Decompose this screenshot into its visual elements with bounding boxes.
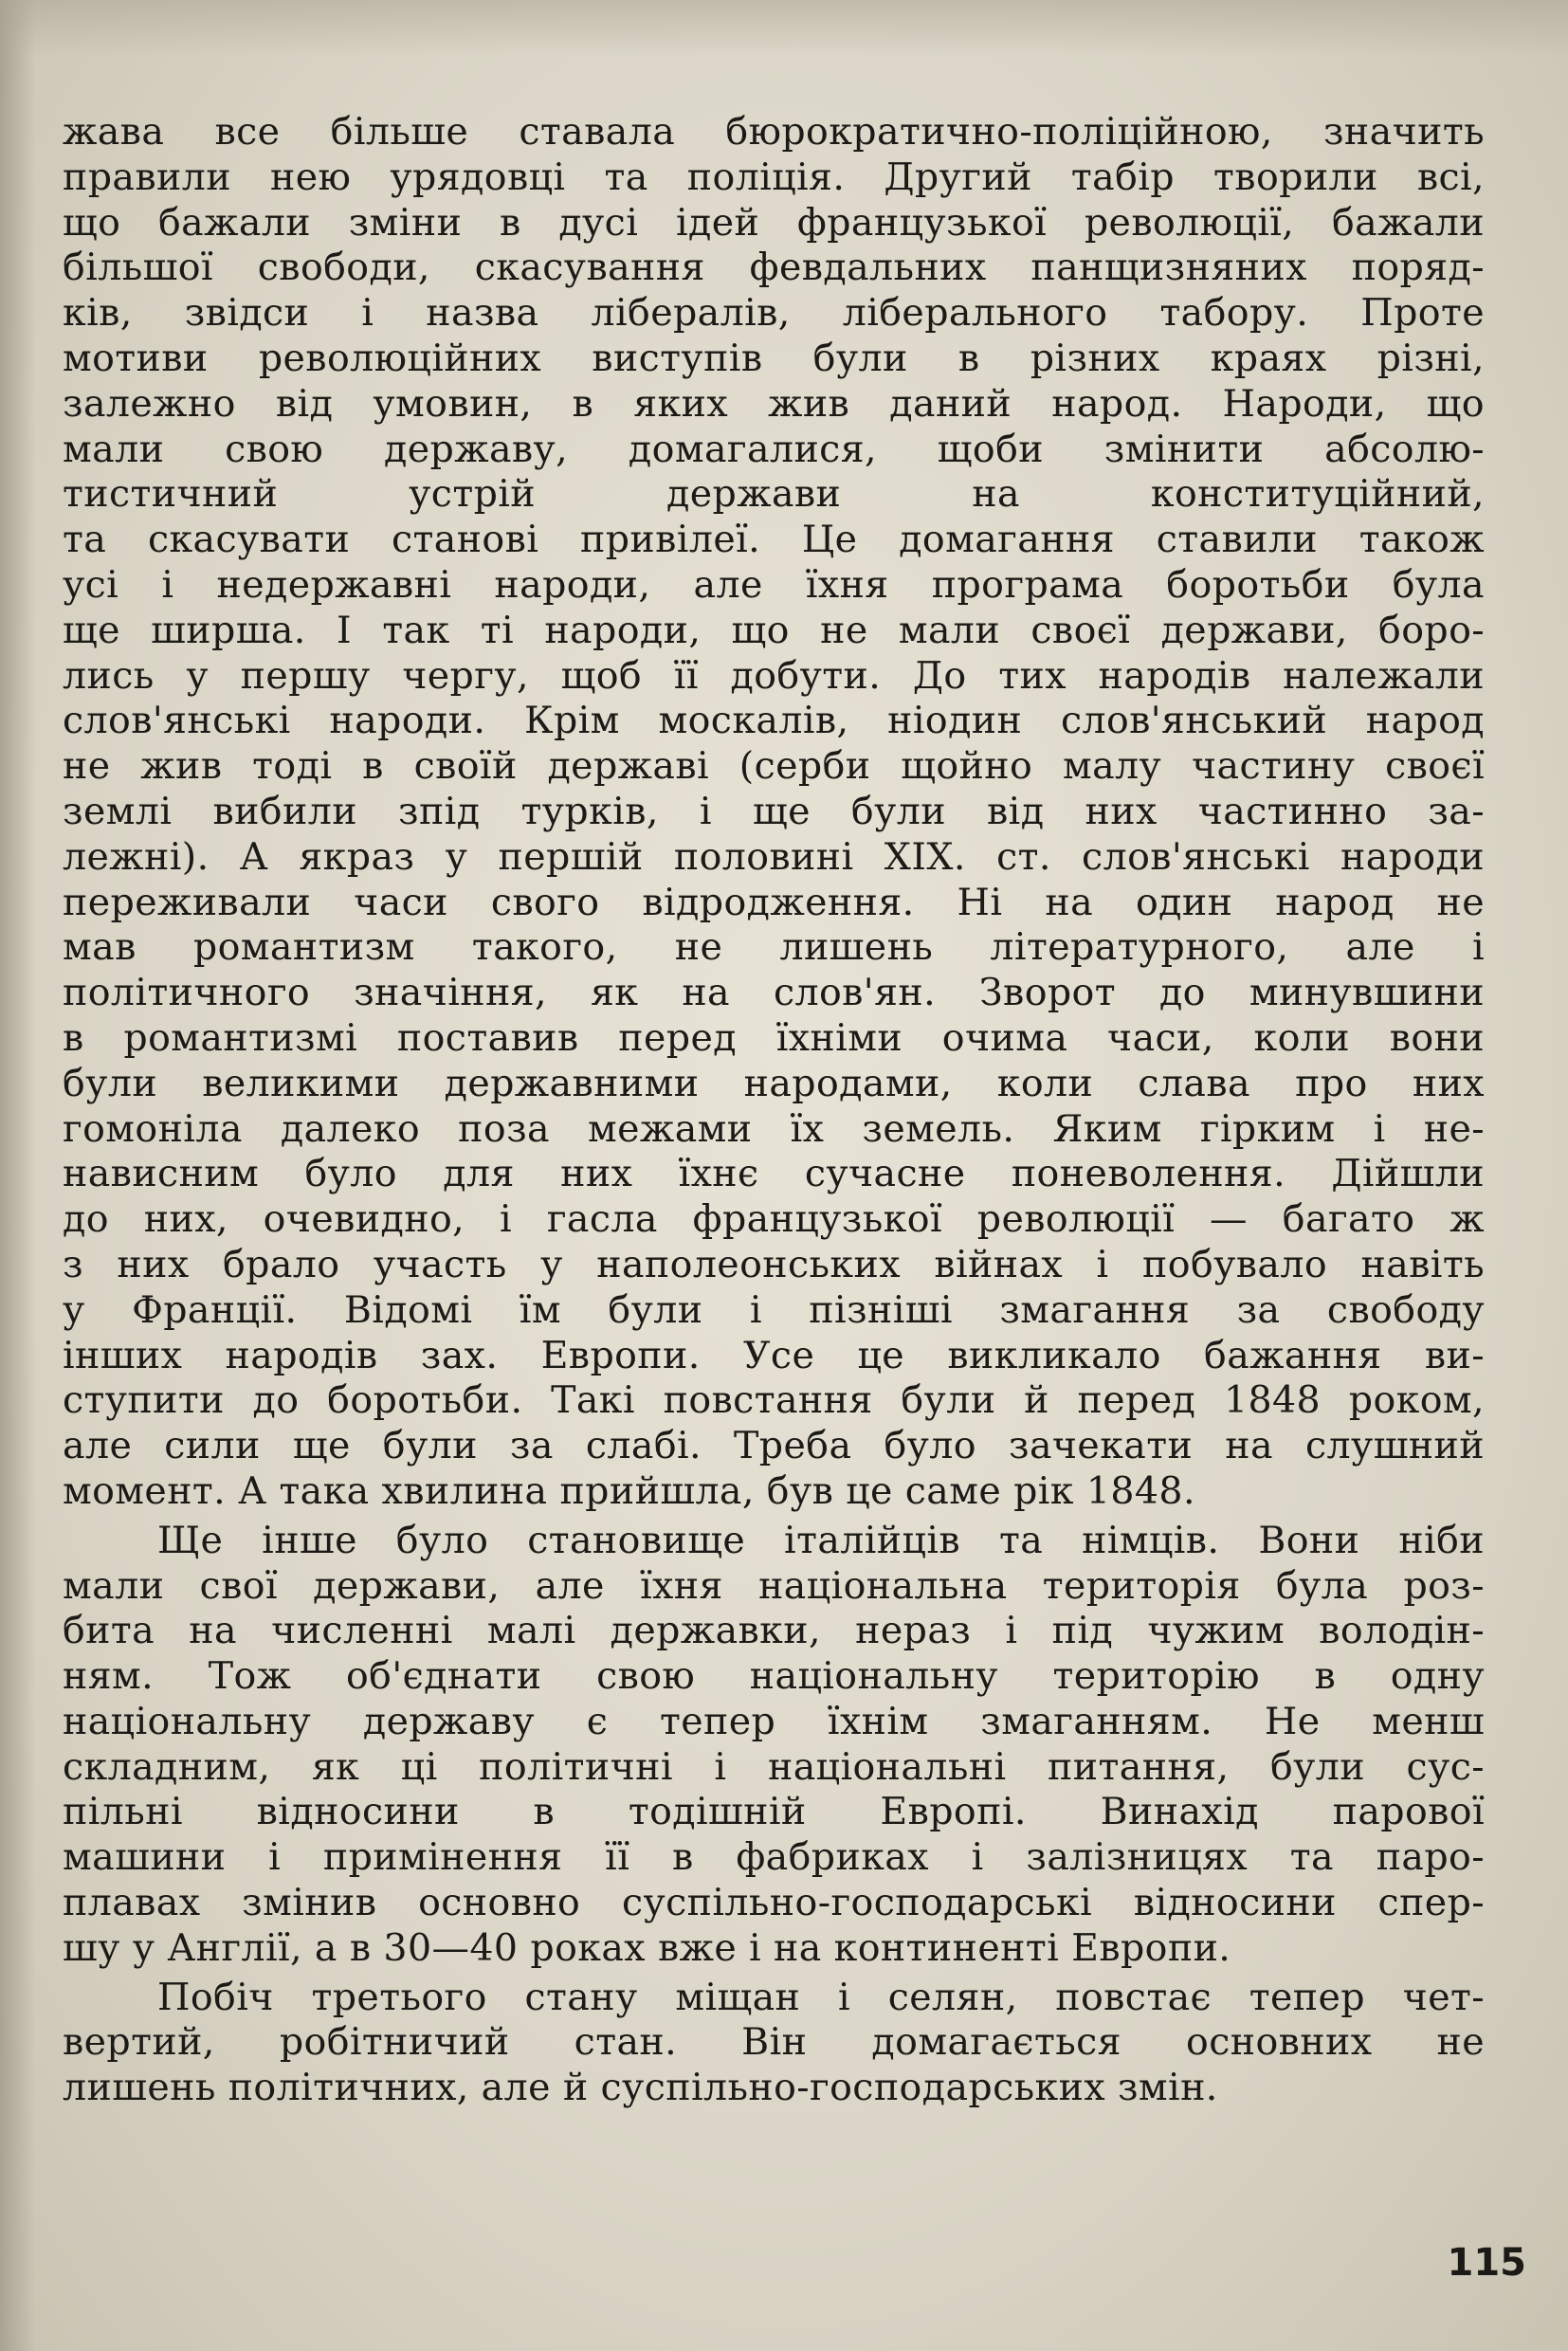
- text-line: ще ширша. І так ті народи, що не мали своєї держави, боро-: [63, 608, 1485, 652]
- spine-shadow: [0, 0, 36, 2351]
- text-line: інших народів зах. Европи. Усе це викликало бажання ви-: [63, 1333, 1485, 1377]
- top-edge-shadow: [0, 0, 1568, 57]
- text-line: лежні). А якраз у першій половині XIX. ст. слов'янські народи: [63, 834, 1485, 879]
- text-line: слов'янські народи. Крім москалів, ніодин слов'янський народ: [63, 699, 1485, 743]
- paragraph-2: [63, 1519, 1485, 1972]
- text-line: у Франції. Відомі їм були і пізніші змагання за свободу: [63, 1287, 1485, 1332]
- text-line: до них, очевидно, і гасла французької революції — багато ж: [63, 1197, 1485, 1242]
- text-line: ків, звідси і назва лібералів, ліберального табору. Проте: [63, 291, 1485, 336]
- text-line: були великими державними народами, коли слава про них: [63, 1061, 1485, 1105]
- text-line: ням. Тож об'єднати свою національну територію в одну: [63, 1654, 1485, 1699]
- text-line: пільні відносини в тодішній Европі. Винахід парової: [63, 1790, 1485, 1834]
- text-line: та скасувати станові привілеї. Це домагання ставили також: [63, 518, 1485, 562]
- text-line: політичного значіння, як на слов'ян. Зворот до минувшини: [63, 971, 1485, 1015]
- text-line: переживали часи свого відродження. Ні на один народ не: [63, 880, 1485, 924]
- paragraph-1: [63, 110, 1485, 1515]
- text-line: не жив тоді в своїй державі (серби щойно малу частину своєї: [63, 744, 1485, 789]
- text-line: національну державу є тепер їхнім змаганням. Не менш: [63, 1699, 1485, 1743]
- text-line: тистичний устрій держави на конституційний,: [63, 472, 1485, 517]
- text-line: правили нею урядовці та поліція. Другий табір творили всі,: [63, 155, 1485, 199]
- text-line: в романтизмі поставив перед їхніми очима часи, коли вони: [63, 1015, 1485, 1060]
- text-line: Побіч третього стану міщан і селян, повстає тепер чет-: [157, 1975, 1485, 2019]
- text-line: жава все більше ставала бюрократично-поліційною, значить: [63, 110, 1485, 154]
- text-line: ступити до боротьби. Такі повстання були й перед 1848 роком,: [63, 1378, 1485, 1423]
- text-line: лись у першу чергу, щоб її добути. До тих народів належали: [63, 653, 1485, 698]
- text-line: нависним було для них їхнє сучасне поневолення. Дійшли: [63, 1152, 1485, 1196]
- text-line: мали свою державу, домагалися, щоби змінити абсолю-: [63, 427, 1485, 471]
- text-line: бита на численні малі державки, нераз і під чужим володін-: [63, 1609, 1485, 1653]
- page-number: 115: [1447, 2241, 1526, 2285]
- text-line: але сили ще були за слабі. Треба було зачекати на слушний: [63, 1424, 1485, 1468]
- text-line: Ще інше було становище італійців та німців. Вони ніби: [157, 1518, 1485, 1562]
- text-line: машини і примінення її в фабриках і залізницях та паро-: [63, 1835, 1485, 1880]
- paragraph-3: [63, 1976, 1485, 2111]
- text-line: мотиви революційних виступів були в різних краях різні,: [63, 336, 1485, 380]
- text-line: усі і недержавні народи, але їхня програма боротьби була: [63, 562, 1485, 607]
- text-line: з них брало участь у наполеонських війнах і побувало навіть: [63, 1242, 1485, 1286]
- text-line: лишень політичних, але й суспільно-господарських змін.: [63, 2066, 1218, 2110]
- text-line: вертий, робітничий стан. Він домагається основних не: [63, 2020, 1485, 2065]
- text-line: момент. А така хвилина прийшла, був це саме рік 1848.: [63, 1468, 1195, 1513]
- body-text: [63, 110, 1485, 2111]
- text-line: мав романтизм такого, не лишень літературного, але і: [63, 925, 1485, 970]
- text-line: залежно від умовин, в яких жив даний народ. Народи, що: [63, 381, 1485, 426]
- text-line: плавах змінив основно суспільно-господарські відносини спер-: [63, 1881, 1485, 1925]
- text-line: землі вибили зпід турків, і ще були від них частинно за-: [63, 789, 1485, 833]
- text-line: гомоніла далеко поза межами їх земель. Яким гірким і не-: [63, 1106, 1485, 1151]
- text-line: що бажали зміни в дусі ідей французької революції, бажали: [63, 200, 1485, 245]
- text-line: більшої свободи, скасування февдальних панщизняних поряд-: [63, 246, 1485, 290]
- text-line: шу у Англії, а в 30—40 роках вже і на континенті Европи.: [63, 1925, 1231, 1970]
- text-line: мали свої держави, але їхня національна територія була роз-: [63, 1563, 1485, 1608]
- text-line: складним, як ці політичні і національні питання, були сус-: [63, 1744, 1485, 1789]
